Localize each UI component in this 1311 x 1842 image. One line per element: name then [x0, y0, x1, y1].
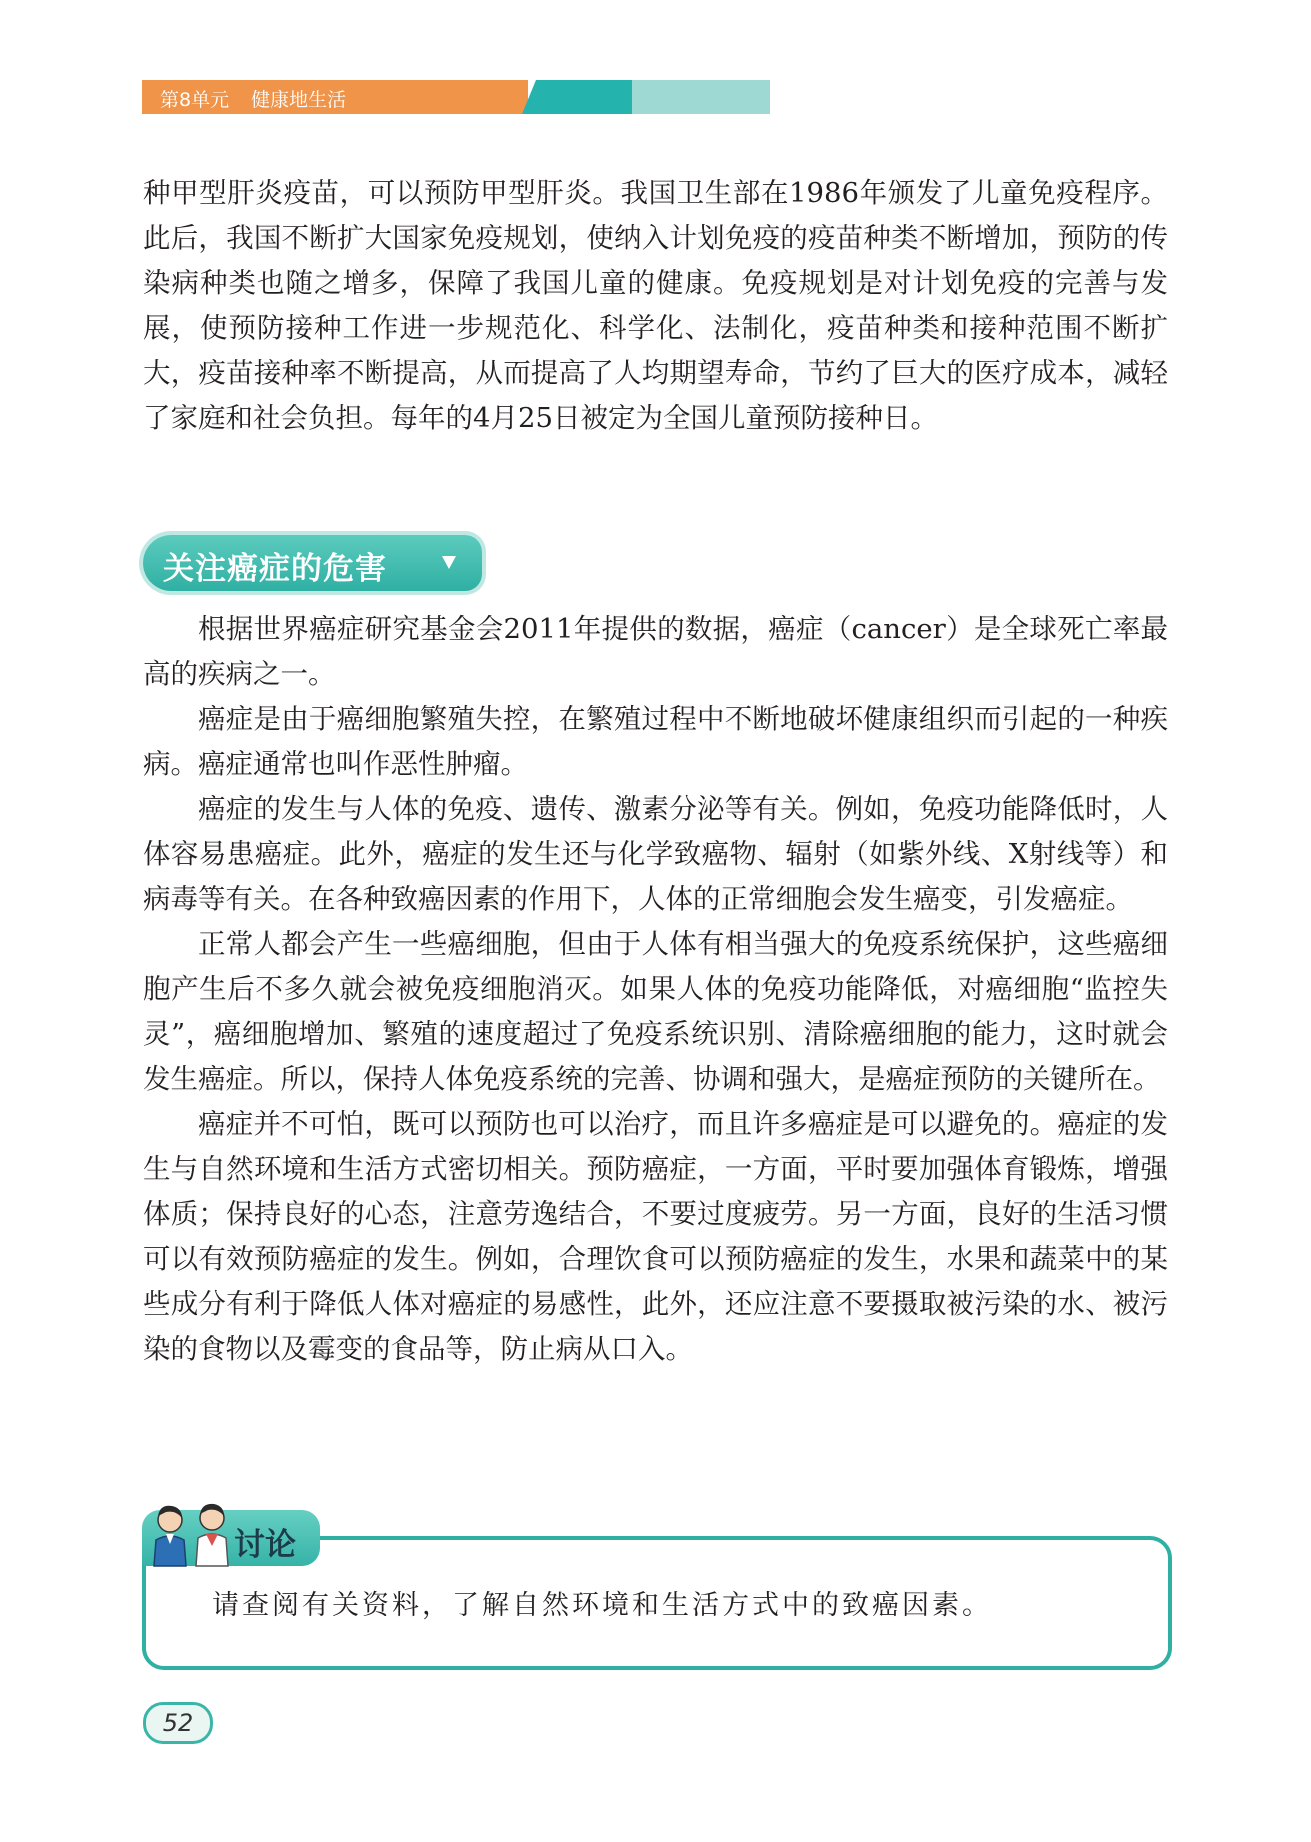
unit-header-band — [142, 80, 770, 114]
body-paragraph: 根据世界癌症研究基金会2011年提供的数据，癌症（cancer）是全球死亡率最高的疾病之一。 — [143, 613, 1168, 690]
body-paragraph: 正常人都会产生一些癌细胞，但由于人体有相当强大的免疫系统保护，这些癌细胞产生后不多久就会被免疫细胞消灭。如果人体的免疫功能降低，对癌细胞“监控失灵”，癌细胞增加、繁殖的速度超过了免疫系统识别、清除癌细胞的能力，这时就会发生癌症。所以，保持人体免疫系统的完善、协调和强大，是癌症预防的关键所在。 — [143, 928, 1168, 1095]
section-title: 关注癌症的危害 — [163, 551, 387, 587]
body-paragraph: 癌症的发生与人体的免疫、遗传、激素分泌等有关。例如，免疫功能降低时，人体容易患癌症。此外，癌症的发生还与化学致癌物、辐射（如紫外线、X射线等）和病毒等有关。在各种致癌因素的作用下，人体的正常细胞会发生癌变，引发癌症。 — [143, 793, 1168, 915]
intro-paragraph: 种甲型肝炎疫苗，可以预防甲型肝炎。我国卫生部在1986年颁发了儿童免疫程序。此后，我国不断扩大国家免疫规划，使纳入计划免疫的疫苗种类不断增加，预防的传染病种类也随之增多，保障了我国儿童的健康。免疫规划是对计划免疫的完善与发展，使预防接种工作进一步规范化、科学化、法制化，疫苗种类和接种范围不断扩大，疫苗接种率不断提高，从而提高了人均期望寿命，节约了巨大的医疗成本，减轻了家庭和社会负担。每年的4月25日被定为全国儿童预防接种日。 — [143, 177, 1168, 434]
page-number: 52 — [143, 1702, 213, 1744]
discussion-label: 讨论 — [234, 1527, 296, 1563]
unit-title: 健康地生活 — [251, 89, 347, 111]
section-body — [143, 607, 1168, 1372]
body-paragraph: 癌症并不可怕，既可以预防也可以治疗，而且许多癌症是可以避免的。癌症的发生与自然环境和生活方式密切相关。预防癌症，一方面，平时要加强体育锻炼，增强体质；保持良好的心态，注意劳逸结合，不要过度疲劳。另一方面，良好的生活习惯可以有效预防癌症的发生。例如，合理饮食可以预防癌症的发生，水果和蔬菜中的某些成分有利于降低人体对癌症的易感性，此外，还应注意不要摄取被污染的水、被污染的食物以及霉变的食品等，防止病从口入。 — [143, 1108, 1168, 1365]
triangle-down-icon — [442, 556, 456, 569]
header-band-teal — [522, 80, 642, 114]
body-paragraph: 癌症是由于癌细胞繁殖失控，在繁殖过程中不断地破坏健康组织而引起的一种疾病。癌症通常也叫作恶性肿瘤。 — [143, 703, 1168, 780]
discussion-prompt: 请查阅有关资料，了解自然环境和生活方式中的致癌因素。 — [212, 1590, 992, 1621]
students-illustration-icon — [146, 1500, 238, 1570]
intro-text-block — [143, 171, 1168, 441]
unit-number: 第8单元 — [160, 89, 230, 111]
header-band-light — [632, 80, 770, 114]
section-heading — [143, 535, 482, 591]
unit-header-text — [160, 85, 346, 112]
